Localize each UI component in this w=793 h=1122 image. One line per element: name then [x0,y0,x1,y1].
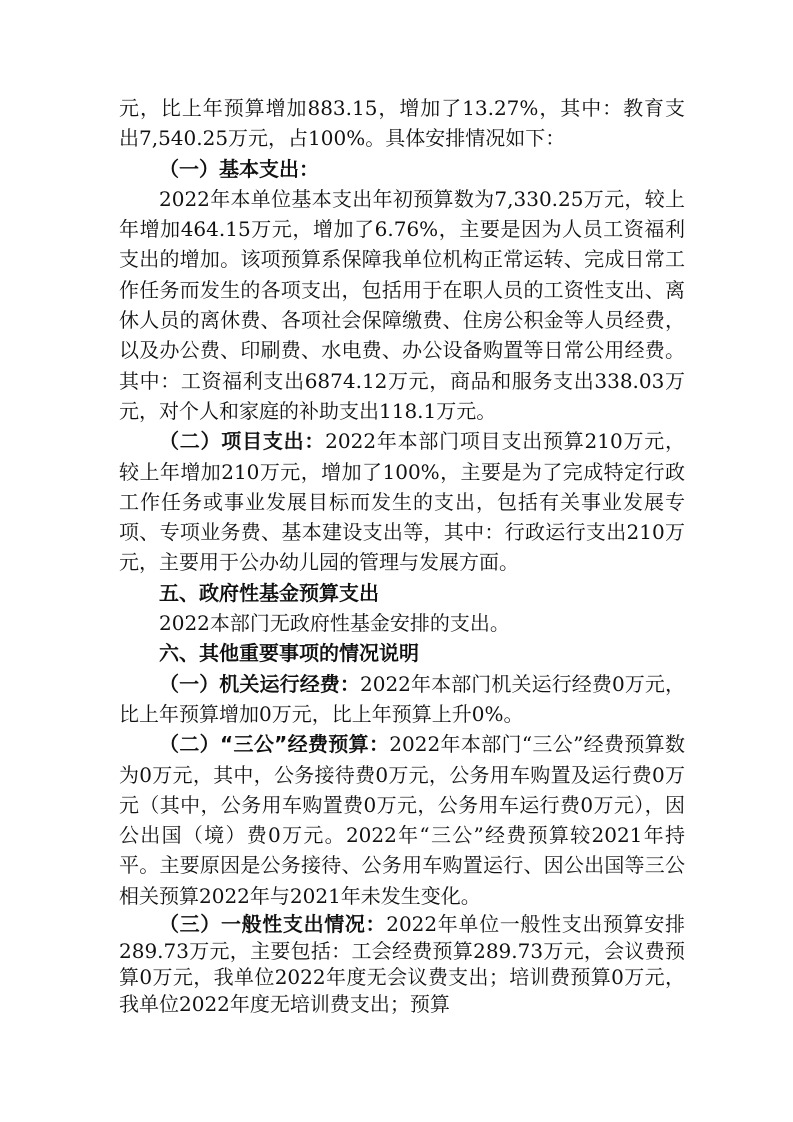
general-expenditure-lead: （三）一般性支出情况： [159,912,387,937]
section-heading-other-matters: 六、其他重要事项的情况说明 [159,641,419,666]
three-public-expenses-text: 2022年本部门“三公”经费预算数为0万元，其中，公务接待费0万元，公务用车购置及运行费0万元（其中，公务用车购置费0万元，公务用车运行费0万元），因公出国（境）费0万元。2022年“三公”经费预算较2021年持平。主要原因是公务接待、公务用车购置运行、因公出国等三公相关预算2022年与2021年未发生变化。 [119,732,685,908]
paragraph-general-expenditure [119,911,685,1017]
paragraph-basic-expenditure: 2022年本单位基本支出年初预算数为7,330.25万元，较上年增加464.15万元，增加了6.76%，主要是因为人员工资福利支出的增加。该项预算系保障我单位机构正常运转、完成日常工作任务而发生的各项支出，包括用于在职人员的工资性支出、离休人员的离休费、各项社会保障缴费、住房公积金等人员经费，以及办公费、印刷费、水电费、办公设备购置等日常公用经费。其中：工资福利支出6874.12万元，商品和服务支出338.03万元，对个人和家庭的补助支出118.1万元。 [119,186,685,423]
document-page [119,93,685,1017]
paragraph-fund-budget: 2022本部门无政府性基金安排的支出。 [159,611,510,636]
paragraph-operating-expenses [119,669,685,730]
operating-expenses-text: 2022年本部门机关运行经费0万元，比上年预算增加0万元，比上年预算上升0%。 [119,671,686,726]
project-expenditure-text: 2022年本部门项目支出预算210万元，较上年增加210万元，增加了100%，主要是为了完成特定行政工作任务或事业发展目标而发生的支出，包括有关事业发展专项、专项业务费、基本建设支出等，其中：行政运行支出210万元，主要用于公办幼儿园的管理与发展方面。 [119,429,685,575]
section-heading-fund-budget: 五、政府性基金预算支出 [159,580,379,605]
operating-expenses-lead: （一）机关运行经费： [159,671,360,696]
heading-basic-expenditure: （一）基本支出： [159,156,319,181]
project-expenditure-lead: （二）项目支出： [159,429,326,454]
paragraph-education-summary: 元，比上年预算增加883.15，增加了13.27%，其中：教育支出7,540.25万元，占100%。具体安排情况如下： [119,96,685,151]
paragraph-three-public-expenses [119,729,685,911]
three-public-expenses-lead: （二）“三公”经费预算： [159,732,390,757]
paragraph-project-expenditure [119,426,685,577]
general-expenditure-text: 2022年单位一般性支出预算安排289.73万元，主要包括：工会经费预算289.73万元，会议费预算0万元，我单位2022年度无会议费支出；培训费预算0万元，我单位2022年度无培训费支出；预算 [119,912,685,1016]
